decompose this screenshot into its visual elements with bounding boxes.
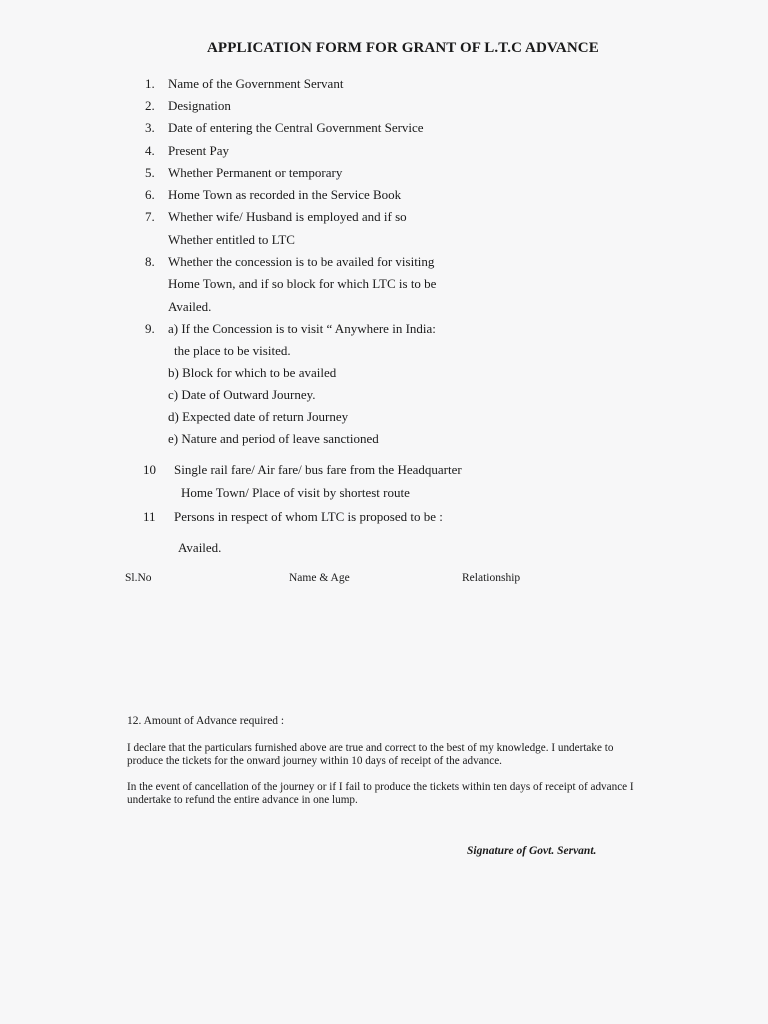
item-label-continuation: Availed. [178,540,222,555]
item-label-designation: Designation [168,98,231,113]
item-number: 1. [145,76,155,91]
item-number: 2. [145,98,155,113]
declaration-paragraph: I declare that the particulars furnished above are true and correct to the best of my knowledge. I undertake to produce the tickets for the onward journey within 10 days of receipt of the advance. [127,742,614,767]
item-label-anywhere-india: a) If the Concession is to visit “ Anywhere in India: [168,321,436,336]
item-number: 8. [145,254,155,269]
table-header-slno: Sl.No [125,572,152,584]
item-label-spouse-employed: Whether wife/ Husband is employed and if so [168,209,407,224]
item-label-leave-nature: e) Nature and period of leave sanctioned [168,431,379,446]
item-number: 7. [145,209,155,224]
item-label-block: b) Block for which to be availed [168,365,337,380]
table-header-relationship: Relationship [462,572,521,584]
item-label-permanent: Whether Permanent or temporary [168,165,343,180]
item-label-date-of-entry: Date of entering the Central Government Service [168,120,424,135]
cancellation-paragraph: In the event of cancellation of the journey or if I fail to produce the tickets within ten days of receipt of advance I undertake to refund the entire advance in one lump. [127,781,634,806]
item-number: 3. [145,120,155,135]
item-label-outward-date: c) Date of Outward Journey. [168,387,316,402]
item-number: 10 [143,462,156,477]
item-label-fare: Single rail fare/ Air fare/ bus fare from the Headquarter [174,462,462,477]
item-label-continuation: the place to be visited. [174,343,291,358]
item-label-continuation: Home Town, and if so block for which LTC is to be [168,276,437,291]
item-label-concession-hometown: Whether the concession is to be availed for visiting [168,254,435,269]
item-number: 11 [143,509,156,524]
item-number: 5. [145,165,155,180]
signature-label: Signature of Govt. Servant. [467,845,597,857]
item-label-continuation: Home Town/ Place of visit by shortest route [181,485,410,500]
item-label-persons: Persons in respect of whom LTC is proposed to be : [174,509,443,524]
item-label-continuation: Availed. [168,299,212,314]
item-label-home-town: Home Town as recorded in the Service Book [168,187,402,202]
item-number: 4. [145,143,155,158]
form-title: APPLICATION FORM FOR GRANT OF L.T.C ADVANCE [207,40,599,56]
table-header-name-age: Name & Age [289,572,350,584]
item-label-name: Name of the Government Servant [168,76,344,91]
item-label-continuation: Whether entitled to LTC [168,232,295,247]
item-label-return-date: d) Expected date of return Journey [168,409,349,424]
item-number: 9. [145,321,155,336]
item-label-present-pay: Present Pay [168,143,230,158]
item-label-advance-amount: 12. Amount of Advance required : [127,715,285,727]
item-number: 6. [145,187,155,202]
